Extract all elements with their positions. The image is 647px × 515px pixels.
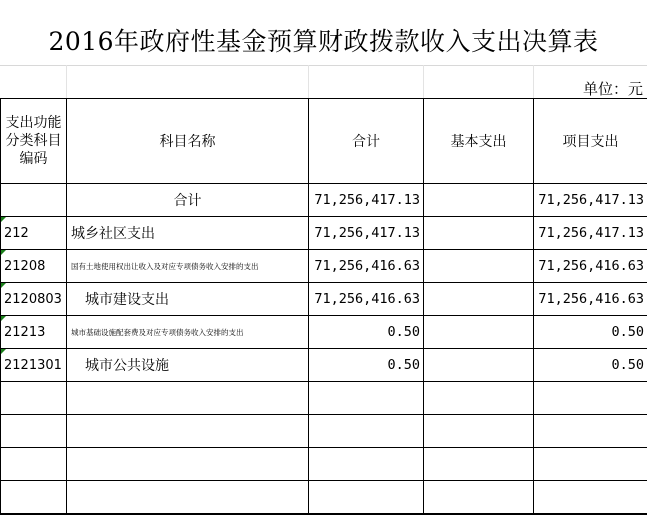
row-project: 0.50 xyxy=(534,349,647,382)
row-code: 212 xyxy=(4,226,29,241)
row-code: 2120803 xyxy=(4,292,62,307)
header-code: 支出功能分类科目编码 xyxy=(1,99,67,184)
header-basic: 基本支出 xyxy=(424,99,534,184)
cell-marker-icon xyxy=(1,250,6,255)
grid-line xyxy=(423,65,424,98)
row-project xyxy=(534,481,647,515)
row-total: 0.50 xyxy=(309,316,424,349)
header-name: 科目名称 xyxy=(67,99,309,184)
row-code: 2121301 xyxy=(4,358,62,373)
table-row xyxy=(1,316,647,349)
row-code-cell xyxy=(1,283,67,316)
row-basic xyxy=(424,481,534,515)
row-project: 71,256,416.63 xyxy=(534,250,647,283)
row-code: 21208 xyxy=(4,259,45,274)
row-name xyxy=(67,415,309,448)
row-basic xyxy=(424,217,534,250)
row-basic xyxy=(424,349,534,382)
budget-table xyxy=(0,98,647,515)
row-total xyxy=(309,481,424,515)
row-basic xyxy=(424,415,534,448)
table-row xyxy=(1,349,647,382)
row-project xyxy=(534,415,647,448)
grid-line xyxy=(533,65,534,98)
header-project: 项目支出 xyxy=(534,99,647,184)
row-name xyxy=(67,382,309,415)
row-name xyxy=(67,448,309,481)
table-row xyxy=(1,250,647,283)
unit-label: 单位：元 xyxy=(583,78,643,99)
table-row xyxy=(1,481,647,515)
cell-marker-icon xyxy=(1,283,6,288)
row-name: 城市公共设施 xyxy=(67,349,309,382)
row-total: 0.50 xyxy=(309,349,424,382)
table-row xyxy=(1,415,647,448)
grid-line xyxy=(308,65,309,98)
row-code-cell xyxy=(1,349,67,382)
row-name: 合计 xyxy=(67,184,309,217)
grid-line xyxy=(66,65,67,98)
row-project xyxy=(534,448,647,481)
header-total: 合计 xyxy=(309,99,424,184)
row-code-cell xyxy=(1,250,67,283)
row-code-cell xyxy=(1,217,67,250)
row-code: 21213 xyxy=(4,325,45,340)
table-row xyxy=(1,283,647,316)
row-basic xyxy=(424,283,534,316)
cell-marker-icon xyxy=(1,217,6,222)
table-header-row xyxy=(1,99,647,184)
row-name: 城市建设支出 xyxy=(67,283,309,316)
page-title: 2016年政府性基金预算财政拨款收入支出决算表 xyxy=(0,22,647,58)
cell-marker-icon xyxy=(1,349,6,354)
row-total: 71,256,417.13 xyxy=(309,184,424,217)
row-project: 71,256,417.13 xyxy=(534,217,647,250)
row-name: 城市基础设施配套费及对应专项债务收入安排的支出 xyxy=(67,316,309,349)
row-total xyxy=(309,415,424,448)
table-row xyxy=(1,184,647,217)
row-total xyxy=(309,448,424,481)
row-total: 71,256,416.63 xyxy=(309,250,424,283)
row-code xyxy=(1,415,67,448)
cell-marker-icon xyxy=(1,316,6,321)
row-name: 国有土地使用权出让收入及对应专项债务收入安排的支出 xyxy=(67,250,309,283)
row-total xyxy=(309,382,424,415)
title-divider xyxy=(0,65,647,66)
row-code xyxy=(1,448,67,481)
row-name: 城乡社区支出 xyxy=(67,217,309,250)
row-project: 71,256,417.13 xyxy=(534,184,647,217)
row-code xyxy=(1,481,67,515)
row-total: 71,256,417.13 xyxy=(309,217,424,250)
table-row xyxy=(1,448,647,481)
row-project: 0.50 xyxy=(534,316,647,349)
row-basic xyxy=(424,316,534,349)
row-basic xyxy=(424,184,534,217)
row-code xyxy=(1,184,67,217)
row-basic xyxy=(424,448,534,481)
row-total: 71,256,416.63 xyxy=(309,283,424,316)
table-row xyxy=(1,382,647,415)
row-project xyxy=(534,382,647,415)
row-code xyxy=(1,382,67,415)
table-row xyxy=(1,217,647,250)
row-name xyxy=(67,481,309,515)
row-basic xyxy=(424,250,534,283)
row-code-cell xyxy=(1,316,67,349)
row-project: 71,256,416.63 xyxy=(534,283,647,316)
row-basic xyxy=(424,382,534,415)
